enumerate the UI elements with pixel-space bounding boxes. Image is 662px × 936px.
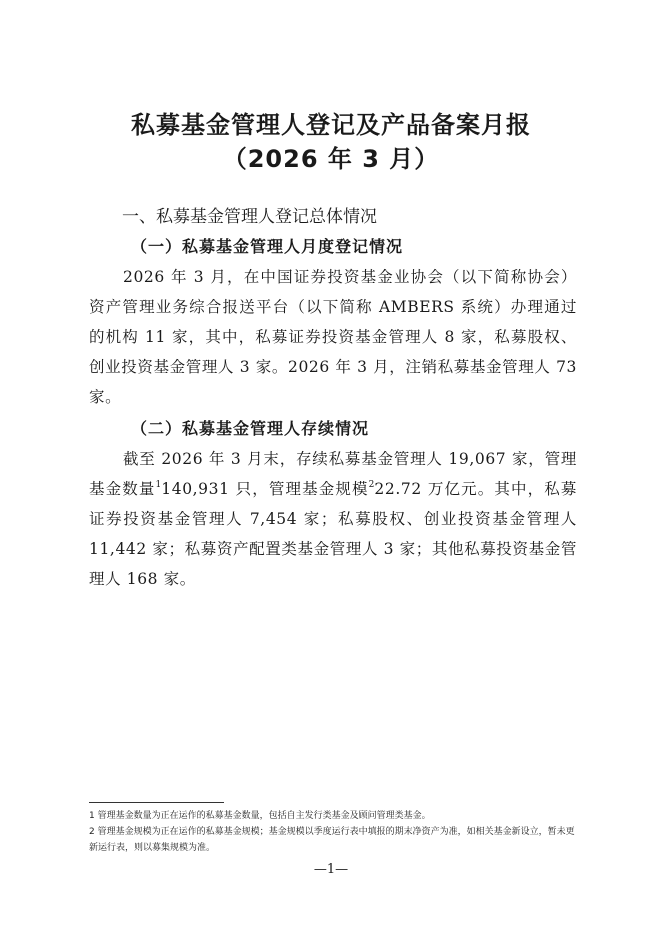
footnote-ref-1: 1 (155, 480, 162, 490)
footnote-divider (89, 802, 224, 803)
paragraph-monthly-registration: 2026 年 3 月，在中国证券投资基金业协会（以下简称协会）资产管理业务综合报送平台（以下简称 AMBERS 系统）办理通过的机构 11 家，其中，私募证券投资基金管理人 8 家，私募股权、创业投资基金管理人 3 家。2026 年 3 月，注销私募基金管理人 73 家。 (89, 268, 577, 406)
paragraph-text-part2: 140,931 只，管理基金规模 (161, 480, 369, 498)
report-title: 私募基金管理人登记及产品备案月报 (131, 111, 531, 139)
subsection-heading-2: （二）私募基金管理人存续情况 (131, 419, 370, 438)
footnote-2: 2 管理基金规模为正在运作的私募基金规模；基金规模以季度运行表中填报的期末净资产为准，如相关基金新设立，暂未更新运行表，则以募集规模为准。 (89, 827, 575, 853)
paragraph-text-part3: 22.72 万亿元。其中，私募证券投资基金管理人 7,454 家；私募股权、创业投资基金管理人 11,442 家；私募资产配置类基金管理人 3 家；其他私募投资基金管理人 168 家。 (89, 480, 577, 588)
subsection-heading-1: （一）私募基金管理人月度登记情况 (131, 237, 404, 256)
paragraph-text-part1: 截至 2026 年 3 月末，存续私募基金管理人 19,067 家，管理基金数量 (89, 450, 577, 498)
footnotes (89, 808, 577, 856)
footnote-1: 1 管理基金数量为正在运作的私募基金数量，包括自主发行类基金及顾问管理类基金。 (89, 811, 431, 821)
report-period: （2026 年 3 月） (222, 145, 440, 173)
page-number: —1— (313, 862, 349, 877)
section-heading-1: 一、私募基金管理人登记总体情况 (122, 207, 377, 227)
paragraph-existing-managers (89, 444, 577, 594)
footnote-ref-2: 2 (368, 480, 375, 490)
